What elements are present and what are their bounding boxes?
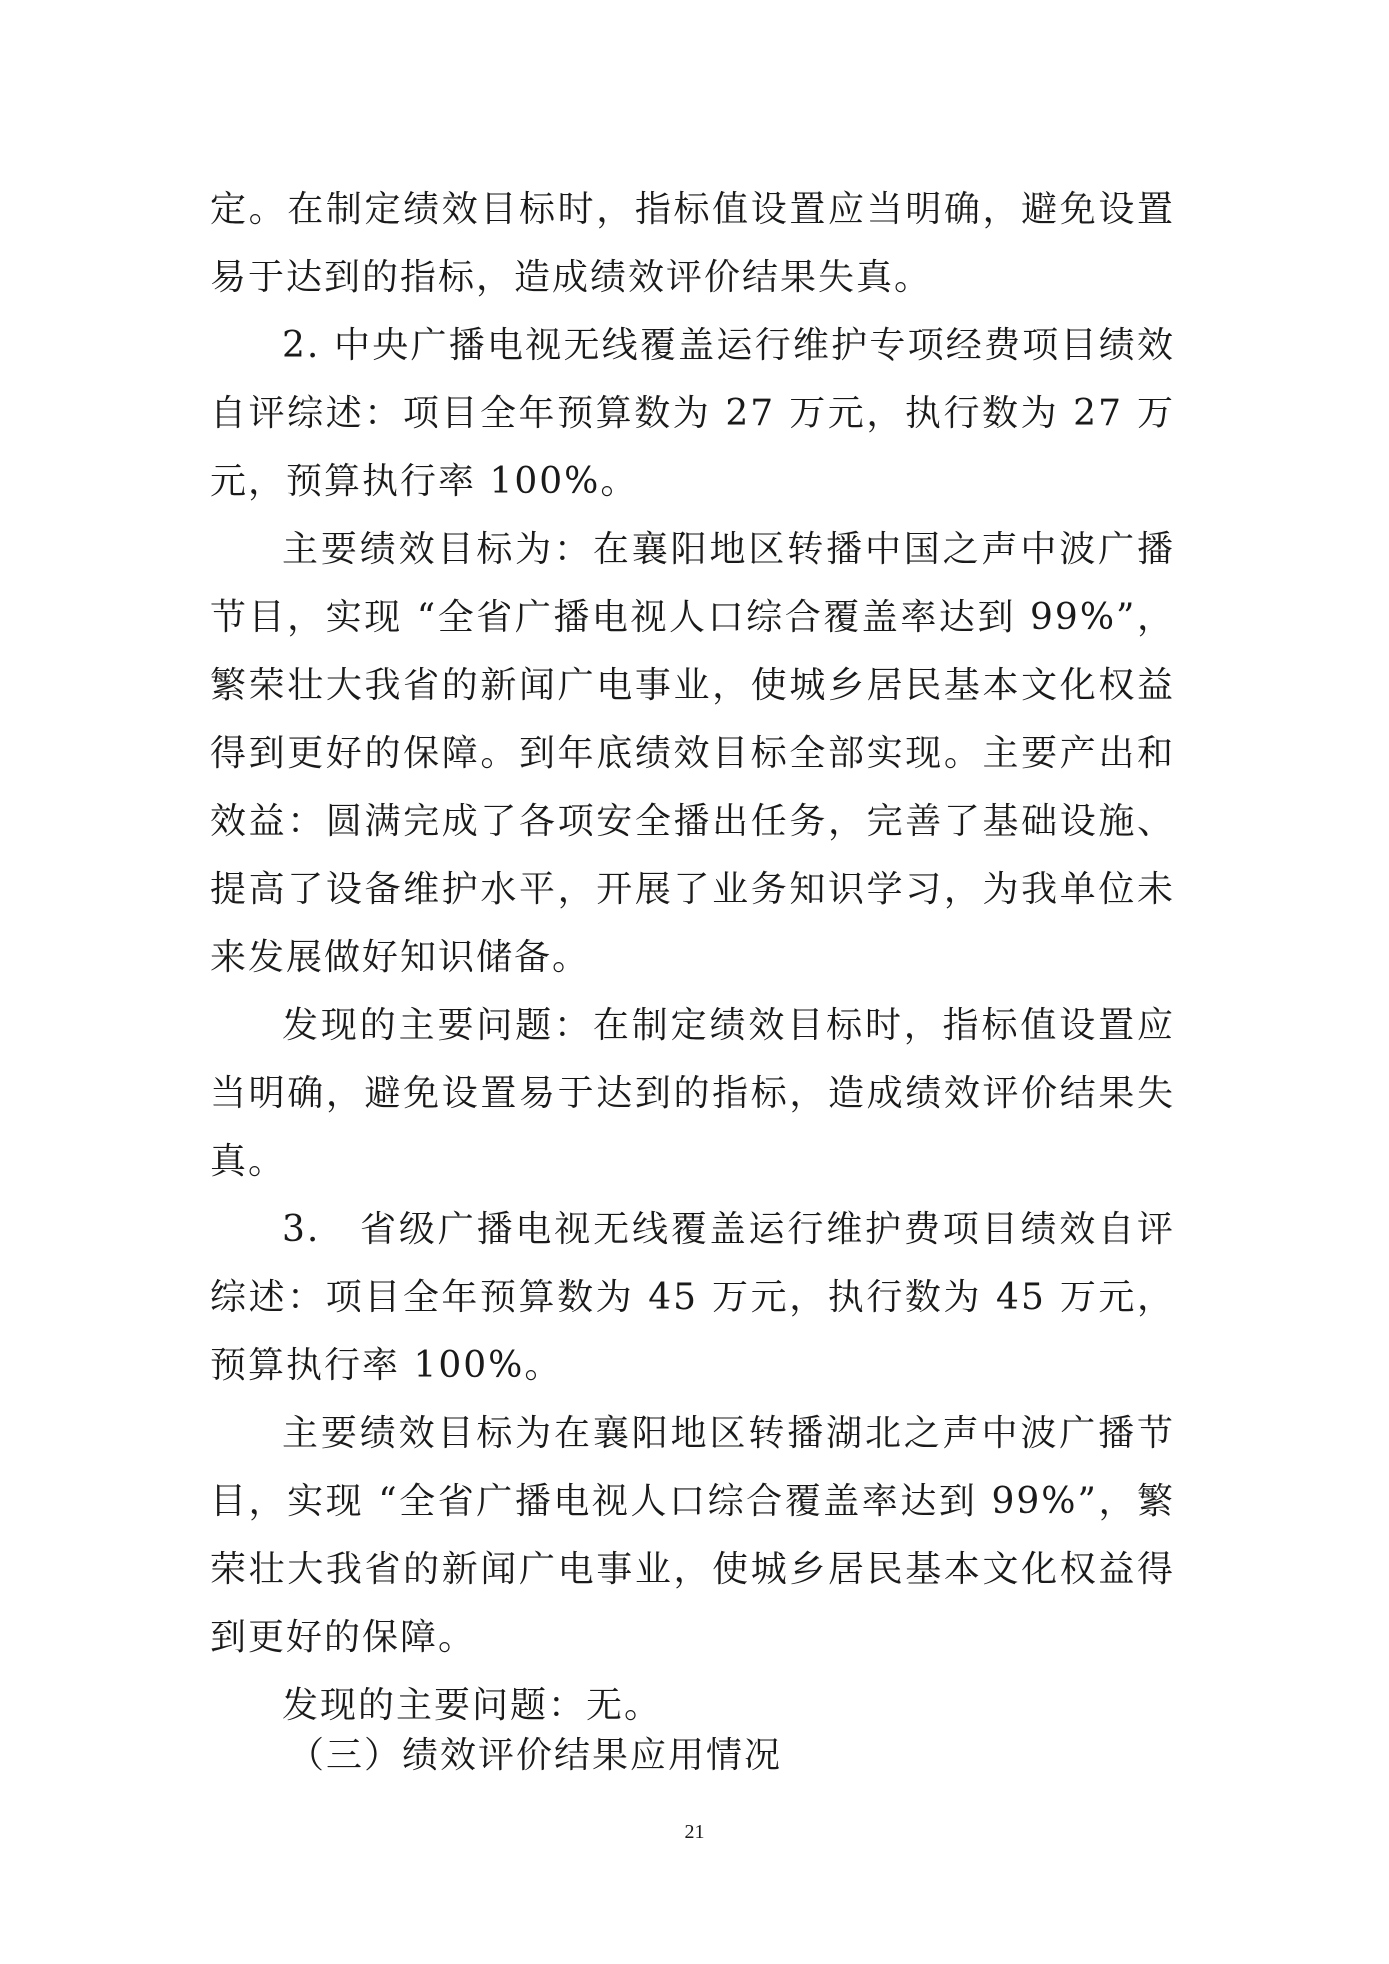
paragraph-provincial-project-issues: 发现的主要问题：无。 [282,1685,663,1726]
paragraph-central-project-goals: 主要绩效目标为：在襄阳地区转播中国之声中波广播节目，实现 “全省广播电视人口综合覆盖率达到 99%”，繁荣壮大我省的新闻广电事业，使城乡居民基本文化权益得到更好的保障。到年底绩效目标全部实现。主要产出和效益：圆满完成了各项安全播出任务，完善了基础设施、提高了设备维护水平，开展了业务知识学习，为我单位未来发展做好知识储备。 [210,529,1175,978]
page-number: 21 [684,1821,705,1843]
paragraph-central-project-summary: 2. 中央广播电视无线覆盖运行维护专项经费项目绩效自评综述：项目全年预算数为 27 万元，执行数为 27 万元，预算执行率 100%。 [210,325,1175,502]
paragraph-provincial-project-summary: 3. 省级广播电视无线覆盖运行维护费项目绩效自评综述：项目全年预算数为 45 万元，执行数为 45 万元，预算执行率 100%。 [210,1209,1175,1386]
paragraph-provincial-project-goals: 主要绩效目标为在襄阳地区转播湖北之声中波广播节目，实现 “全省广播电视人口综合覆盖率达到 99%”，繁荣壮大我省的新闻广电事业，使城乡居民基本文化权益得到更好的保障。 [210,1413,1175,1658]
paragraph-central-project-issues: 发现的主要问题：在制定绩效目标时，指标值设置应当明确，避免设置易于达到的指标，造成绩效评价结果失真。 [210,1005,1175,1182]
paragraph-continuation: 定。在制定绩效目标时，指标值设置应当明确，避免设置易于达到的指标，造成绩效评价结果失真。 [210,189,1175,298]
body-text [210,176,1175,1740]
section-heading: （三）绩效评价结果应用情况 [288,1735,783,1776]
